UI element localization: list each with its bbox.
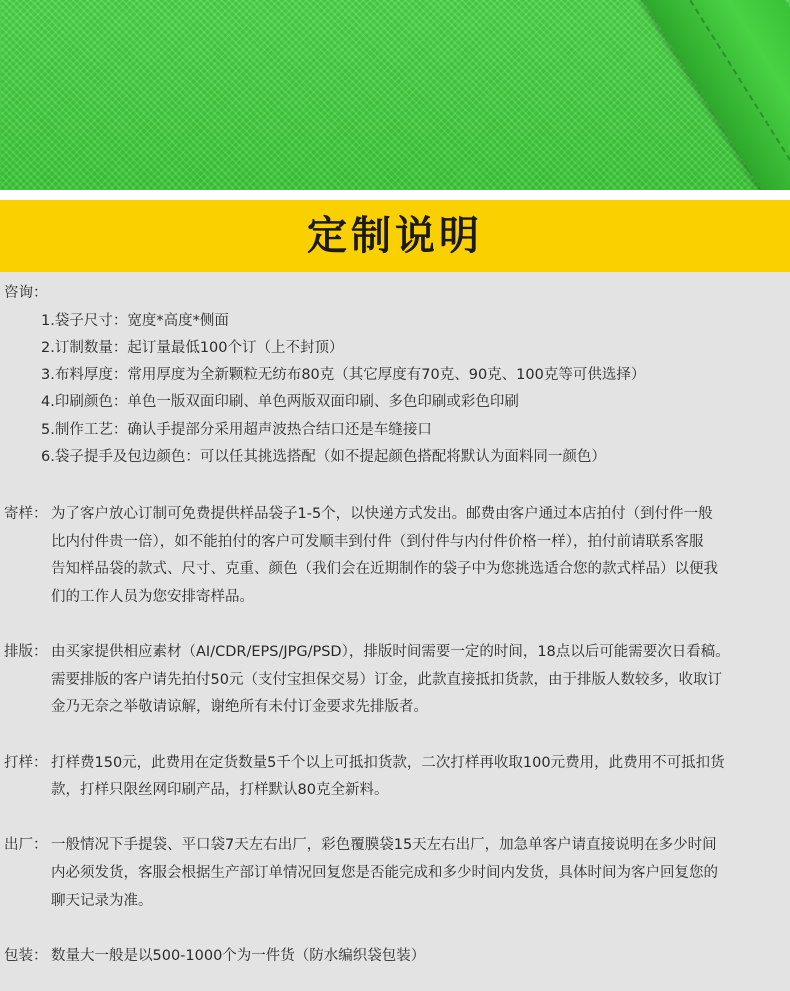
green-fabric-image <box>0 0 790 190</box>
sample-line: 告知样品袋的款式、尺寸、克重、颜色（我们会在近期制作的袋子中为您挑选适合您的款式样品）以便我 <box>51 561 718 577</box>
title-banner <box>0 200 790 272</box>
layout-label: 排版： <box>4 644 48 660</box>
ship-label: 出厂： <box>4 837 48 853</box>
sample-label: 寄样： <box>4 506 48 522</box>
ship-line: 聊天记录为准。 <box>51 893 153 909</box>
consult-item: 1.袋子尺寸：宽度*高度*侧面 <box>41 313 229 329</box>
layout-line: 需要排版的客户请先拍付50元（支付宝担保交易）订金，此款直接抵扣货款，由于排版人数较多，收取订 <box>51 672 722 688</box>
consult-item: 5.制作工艺：确认手提部分采用超声波热合结口还是车缝接口 <box>41 422 432 438</box>
instructions-body <box>0 272 790 991</box>
pack-line: 数量大一般是以500-1000个为一件货（防水编织袋包装） <box>51 948 426 964</box>
consult-item: 3.布料厚度：常用厚度为全新颗粒无纺布80克（其它厚度有70克、90克、100克等可供选择） <box>41 367 646 383</box>
proof-line: 款，打样只限丝网印刷产品，打样默认80克全新料。 <box>51 782 389 798</box>
proof-label: 打样： <box>4 755 48 771</box>
fabric-fold <box>640 0 790 190</box>
proof-line: 打样费150元，此费用在定货数量5千个以上可抵扣货款，二次打样再收取100元费用，此费用不可抵扣货 <box>51 755 725 771</box>
white-divider <box>0 190 790 200</box>
consult-item: 2.订制数量：起订量最低100个订（上不封顶） <box>41 340 344 356</box>
pack-label: 包装： <box>4 948 48 964</box>
page-title: 定制说明 <box>307 213 483 259</box>
layout-line: 金乃无奈之举敬请谅解，谢绝所有未付订金要求先排版者。 <box>51 699 428 715</box>
sample-line: 为了客户放心订制可免费提供样品袋子1-5个，以快递方式发出。邮费由客户通过本店拍付（到付件一般 <box>51 506 713 522</box>
sample-line: 比内付件贵一倍），如不能拍付的客户可发顺丰到付件（到付件与内付件价格一样），拍付前请联系客服 <box>51 534 704 550</box>
consult-label: 咨询： <box>4 285 48 301</box>
consult-item: 4.印刷颜色：单色一版双面印刷、单色两版双面印刷、多色印刷或彩色印刷 <box>41 394 519 410</box>
ship-line: 一般情况下手提袋、平口袋7天左右出厂，彩色覆膜袋15天左右出厂，加急单客户请直接说明在多少时间 <box>51 837 717 853</box>
sample-line: 们的工作人员为您安排寄样品。 <box>51 589 254 605</box>
layout-line: 由买家提供相应素材（AI/CDR/EPS/JPG/PSD），排版时间需要一定的时间，18点以后可能需要次日看稿。 <box>51 644 730 660</box>
ship-line: 内必须发货，客服会根据生产部订单情况回复您是否能完成和多少时间内发货，具体时间为客户回复您的 <box>51 865 718 881</box>
consult-item: 6.袋子提手及包边颜色：可以任其挑选搭配（如不提起颜色搭配将默认为面料同一颜色） <box>41 449 606 465</box>
